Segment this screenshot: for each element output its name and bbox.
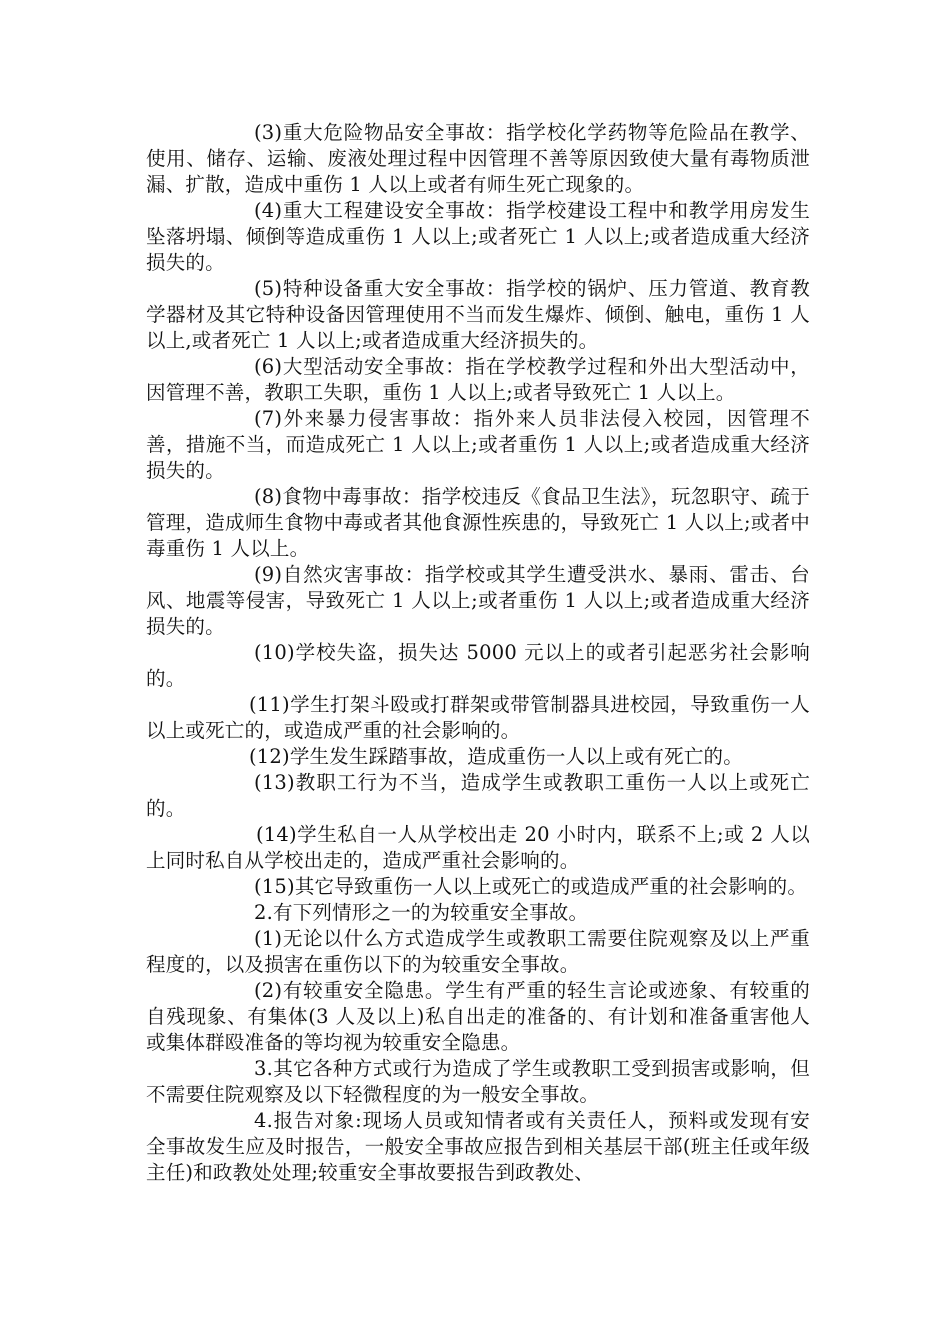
paragraph-theft: (10)学校失盗，损失达 5000 元以上的或者引起恶劣社会影响的。 bbox=[146, 641, 810, 690]
paragraph-staff-misconduct: (13)教职工行为不当，造成学生或教职工重伤一人以上或死亡的。 bbox=[146, 771, 810, 820]
paragraph-other-serious: (15)其它导致重伤一人以上或死亡的或造成严重的社会影响的。 bbox=[254, 875, 808, 898]
paragraph-major-hazardous-materials: (3)重大危险物品安全事故：指学校化学药物等危险品在教学、使用、储存、运输、废液处理过程中因管理不善等原因致使大量有毒物质泄漏、扩散，造成中重伤 1 人以上或者有师生死亡现象的。 bbox=[146, 121, 810, 196]
paragraph-fighting: (11)学生打架斗殴或打群架或带管制器具进校园，导致重伤一人以上或死亡的，或造成严重的社会影响的。 bbox=[146, 693, 810, 742]
paragraph-reporting: 4.报告对象:现场人员或知情者或有关责任人，预料或发现有安全事故发生应及时报告，一般安全事故应报告到相关基层干部(班主任或年级主任)和政教处处理;较重安全事故要报告到政教处、 bbox=[146, 1109, 810, 1184]
paragraph-natural-disaster: (9)自然灾害事故：指学校或其学生遭受洪水、暴雨、雷击、台风、地震等侵害，导致死亡 1 人以上;或者重伤 1 人以上;或者造成重大经济损失的。 bbox=[146, 563, 810, 638]
paragraph-food-poisoning: (8)食物中毒事故：指学校违反《食品卫生法》，玩忽职守、疏于管理，造成师生食物中毒或者其他食源性疾患的，导致死亡 1 人以上;或者中毒重伤 1 人以上。 bbox=[146, 485, 810, 560]
paragraph-special-equipment: (5)特种设备重大安全事故：指学校的锅炉、压力管道、教育教学器材及其它特种设备因管理使用不当而发生爆炸、倾倒、触电，重伤 1 人以上,或者死亡 1 人以上;或者造成重大经济损失的。 bbox=[146, 277, 810, 352]
paragraph-safety-hazards: (2)有较重安全隐患。学生有严重的轻生言论或迹象、有较重的自残现象、有集体(3 人及以上)私自出走的准备的、有计划和准备重害他人或集体群殴准备的等均视为较重安全隐患。 bbox=[146, 979, 810, 1054]
paragraph-general-accidents: 3.其它各种方式或行为造成了学生或教职工受到损害或影响，但不需要住院观察及以下轻微程度的为一般安全事故。 bbox=[146, 1057, 810, 1106]
document-body bbox=[146, 120, 810, 1186]
paragraph-hospitalization: (1)无论以什么方式造成学生或教职工需要住院观察及以上严重程度的，以及损害在重伤以下的为较重安全事故。 bbox=[146, 927, 810, 976]
paragraph-section-2-heading: 2.有下列情形之一的为较重安全事故。 bbox=[254, 901, 589, 924]
paragraph-student-runaway: (14)学生私自一人从学校出走 20 小时内，联系不上;或 2 人以上同时私自从学校出走的，造成严重社会影响的。 bbox=[146, 823, 810, 872]
paragraph-external-violence: (7)外来暴力侵害事故：指外来人员非法侵入校园，因管理不善，措施不当，而造成死亡 1 人以上;或者重伤 1 人以上;或者造成重大经济损失的。 bbox=[146, 407, 810, 482]
paragraph-major-construction: (4)重大工程建设安全事故：指学校建设工程中和教学用房发生坠落坍塌、倾倒等造成重伤 1 人以上;或者死亡 1 人以上;或者造成重大经济损失的。 bbox=[146, 199, 810, 274]
paragraph-stampede: (12)学生发生踩踏事故，造成重伤一人以上或有死亡的。 bbox=[249, 745, 743, 768]
paragraph-large-activities: (6)大型活动安全事故：指在学校教学过程和外出大型活动中，因管理不善，教职工失职，重伤 1 人以上;或者导致死亡 1 人以上。 bbox=[146, 355, 810, 404]
